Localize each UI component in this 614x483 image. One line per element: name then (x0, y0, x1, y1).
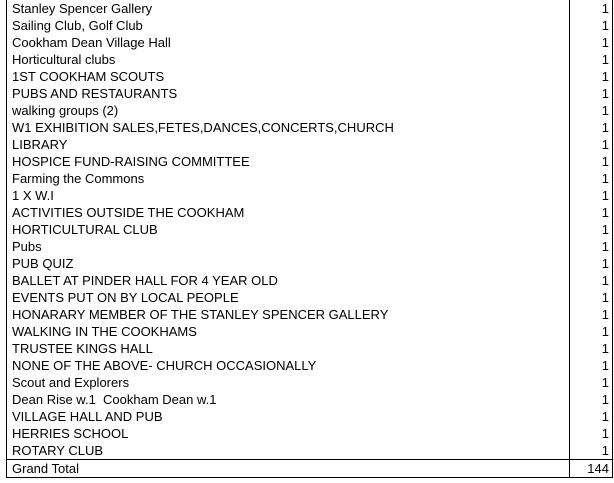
table-row (7, 119, 612, 136)
grand-total-value: 144 (587, 461, 609, 476)
table-row (7, 238, 612, 255)
row-label-cell: Stanley Spencer Gallery (7, 0, 570, 17)
row-label-cell: NONE OF THE ABOVE- CHURCH OCCASIONALLY (7, 357, 570, 374)
row-label-cell: Horticultural clubs (7, 51, 570, 68)
table-row (7, 391, 612, 408)
row-label-cell: ROTARY CLUB (7, 442, 570, 459)
row-label-cell: 1 X W.I (7, 187, 570, 204)
row-label-cell: Cookham Dean Village Hall (7, 34, 570, 51)
row-value-cell: 1 (601, 239, 609, 254)
row-label-cell: Sailing Club, Golf Club (7, 17, 570, 34)
table-row (7, 374, 612, 391)
row-value-cell: 1 (601, 137, 609, 152)
table-row (7, 272, 612, 289)
row-label-cell: 1ST COOKHAM SCOUTS (7, 68, 570, 85)
grand-total-row (7, 459, 612, 477)
row-label-cell: PUB QUIZ (7, 255, 570, 272)
table-row (7, 136, 612, 153)
row-label-cell: VILLAGE HALL AND PUB (7, 408, 570, 425)
row-value-cell: 1 (601, 341, 609, 356)
row-value-cell: 1 (601, 392, 609, 407)
row-value-cell: 1 (601, 188, 609, 203)
row-label-cell: WALKING IN THE COOKHAMS (7, 323, 570, 340)
row-label-cell: HORTICULTURAL CLUB (7, 221, 570, 238)
table-row (7, 408, 612, 425)
table-row (7, 323, 612, 340)
table-row (7, 221, 612, 238)
row-value-cell: 1 (601, 154, 609, 169)
row-label-cell: Farming the Commons (7, 170, 570, 187)
table-row (7, 170, 612, 187)
table-row (7, 0, 612, 17)
row-value-cell: 1 (601, 358, 609, 373)
row-value-cell: 1 (601, 171, 609, 186)
row-label-cell: BALLET AT PINDER HALL FOR 4 YEAR OLD (7, 272, 570, 289)
row-value-cell: 1 (601, 69, 609, 84)
row-value-cell: 1 (601, 86, 609, 101)
row-label-cell: Scout and Explorers (7, 374, 570, 391)
row-value-cell: 1 (601, 409, 609, 424)
row-label-cell: W1 EXHIBITION SALES,FETES,DANCES,CONCERTS,CHURCH (7, 119, 570, 136)
row-value-cell: 1 (601, 273, 609, 288)
row-value-cell: 1 (601, 443, 609, 458)
row-label-cell: HOSPICE FUND-RAISING COMMITTEE (7, 153, 570, 170)
pivot-table (6, 0, 613, 478)
table-row (7, 289, 612, 306)
row-value-cell: 1 (601, 426, 609, 441)
table-row (7, 153, 612, 170)
table-row (7, 68, 612, 85)
row-value-cell: 1 (601, 222, 609, 237)
row-label-cell: LIBRARY (7, 136, 570, 153)
row-value-cell: 1 (601, 103, 609, 118)
row-value-cell: 1 (601, 120, 609, 135)
row-label-cell: Pubs (7, 238, 570, 255)
table-row (7, 425, 612, 442)
table-row (7, 85, 612, 102)
table-row (7, 340, 612, 357)
grand-total-label: Grand Total (7, 460, 570, 477)
row-label-cell: EVENTS PUT ON BY LOCAL PEOPLE (7, 289, 570, 306)
row-label-cell: ACTIVITIES OUTSIDE THE COOKHAM (7, 204, 570, 221)
row-label-cell: HERRIES SCHOOL (7, 425, 570, 442)
table-row (7, 34, 612, 51)
table-row (7, 442, 612, 459)
table-row (7, 357, 612, 374)
table-row (7, 51, 612, 68)
table-row (7, 17, 612, 34)
row-label-cell: Dean Rise w.1 Cookham Dean w.1 (7, 391, 570, 408)
row-value-cell: 1 (601, 35, 609, 50)
row-label-cell: walking groups (2) (7, 102, 570, 119)
row-label-cell: HONARARY MEMBER OF THE STANLEY SPENCER GALLERY (7, 306, 570, 323)
table-row (7, 204, 612, 221)
row-label-cell: TRUSTEE KINGS HALL (7, 340, 570, 357)
row-value-cell: 1 (601, 290, 609, 305)
row-value-cell: 1 (601, 324, 609, 339)
row-value-cell: 1 (601, 52, 609, 67)
table-row (7, 255, 612, 272)
row-value-cell: 1 (601, 18, 609, 33)
row-value-cell: 1 (601, 307, 609, 322)
row-value-cell: 1 (601, 205, 609, 220)
row-value-cell: 1 (601, 256, 609, 271)
row-value-cell: 1 (601, 375, 609, 390)
table-row (7, 306, 612, 323)
row-label-cell: PUBS AND RESTAURANTS (7, 85, 570, 102)
table-row (7, 102, 612, 119)
row-value-cell: 1 (601, 1, 609, 16)
table-row (7, 187, 612, 204)
